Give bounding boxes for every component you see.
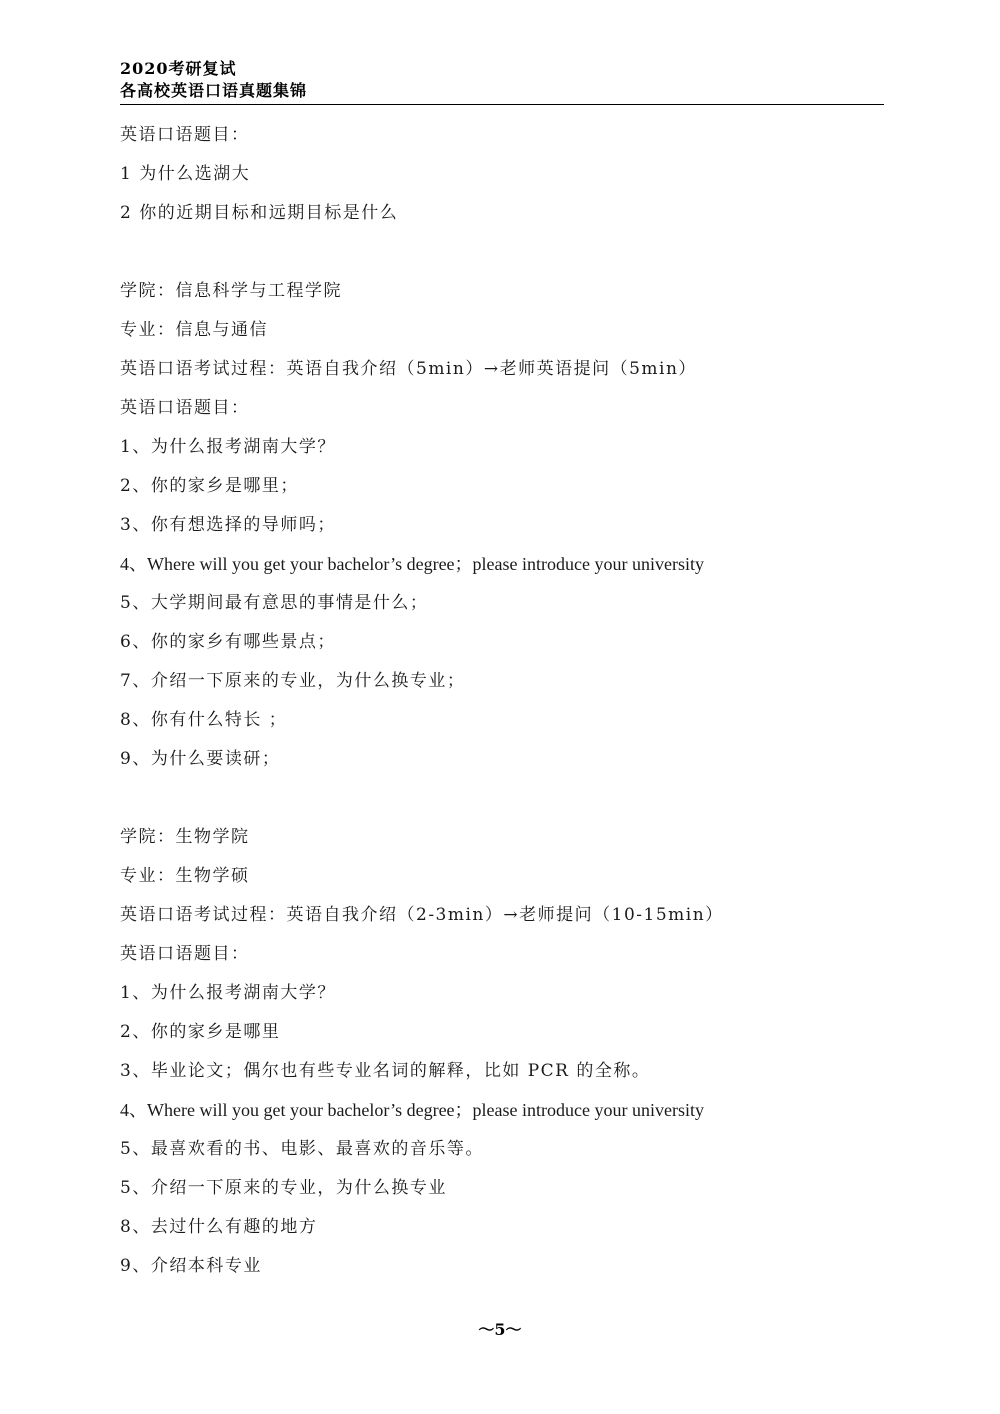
question-item: 4、Where will you get your bachelor’s degree；please introduce your university (120, 554, 704, 574)
question-item: 3、你有想选择的导师吗； (120, 515, 336, 535)
question-item: 5、大学期间最有意思的事情是什么； (120, 593, 429, 613)
question-item: 5、介绍一下原来的专业，为什么换专业 (120, 1178, 447, 1198)
section-spacer (120, 779, 890, 818)
topic-heading: 英语口语题目： (120, 125, 250, 145)
college-line: 学院：信息科学与工程学院 (120, 281, 342, 301)
header-title-year: 2020考研复试 (120, 59, 237, 78)
question-item: 4、Where will you get your bachelor’s degree；please introduce your university (120, 1100, 704, 1120)
question-item: 1、为什么报考湖南大学？ (120, 437, 336, 457)
question-item: 6、你的家乡有哪些景点； (120, 632, 336, 652)
question-item: 8、你有什么特长 ； (120, 710, 288, 730)
question-item: 3、毕业论文；偶尔也有些专业名词的解释，比如 PCR 的全称。 (120, 1061, 651, 1081)
header-divider (120, 104, 884, 105)
header-title-collection: 各高校英语口语真题集锦 (120, 81, 308, 100)
document-body (120, 116, 890, 1286)
question-item: 9、为什么要读研； (120, 749, 281, 769)
question-item: 1 为什么选湖大 (120, 164, 251, 184)
exam-process-line: 英语口语考试过程：英语自我介绍（2-3min）→老师提问（10-15min） (120, 905, 724, 925)
question-item: 2 你的近期目标和远期目标是什么 (120, 203, 399, 223)
question-item: 5、最喜欢看的书、电影、最喜欢的音乐等。 (120, 1139, 484, 1159)
major-line: 专业：信息与通信 (120, 320, 268, 340)
page-header (120, 58, 882, 102)
question-item: 2、你的家乡是哪里 (120, 1022, 281, 1042)
question-item: 8、去过什么有趣的地方 (120, 1217, 318, 1237)
topic-heading: 英语口语题目： (120, 398, 250, 418)
major-line: 专业：生物学硕 (120, 866, 250, 886)
question-item: 1、为什么报考湖南大学？ (120, 983, 336, 1003)
section-spacer (120, 233, 890, 272)
page-number: ～5～ (478, 1320, 522, 1339)
exam-process-line: 英语口语考试过程：英语自我介绍（5min）→老师英语提问（5min） (120, 359, 697, 379)
question-item: 7、介绍一下原来的专业，为什么换专业； (120, 671, 466, 691)
question-item: 2、你的家乡是哪里； (120, 476, 299, 496)
college-line: 学院：生物学院 (120, 827, 250, 847)
topic-heading: 英语口语题目： (120, 944, 250, 964)
question-item: 9、介绍本科专业 (120, 1256, 262, 1276)
